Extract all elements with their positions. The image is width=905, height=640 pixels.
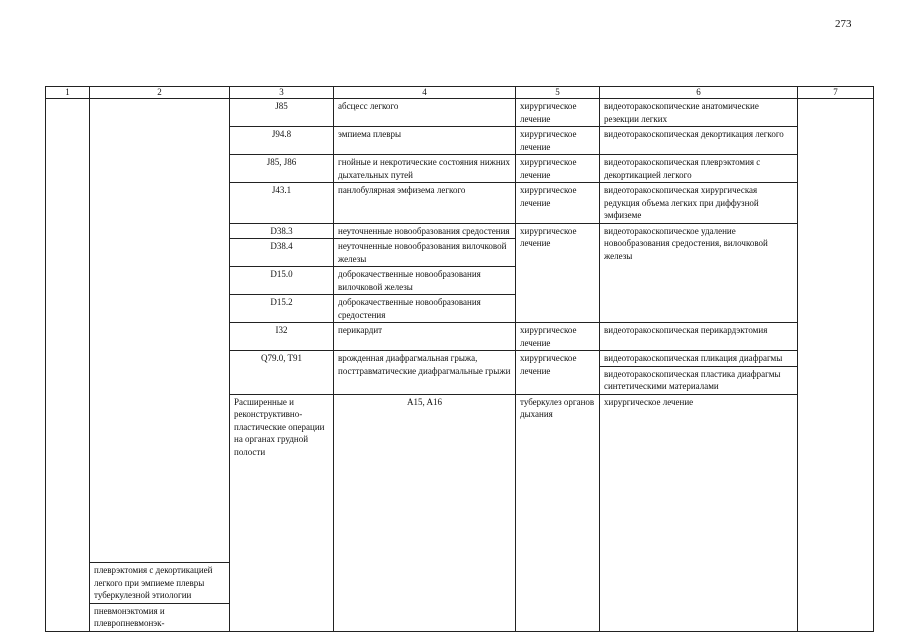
diagnosis: панлобулярная эмфизема легкого	[334, 183, 516, 224]
diagnosis: эмпиема плевры	[334, 127, 516, 155]
treatment-type: хирургическое лечение	[516, 127, 600, 155]
table-header-row	[46, 87, 874, 99]
method: видеоторакоскопическая декортикация легкого	[600, 127, 798, 155]
method: видеоторакоскопическое удаление новообразования средостения, вилочковой железы	[600, 223, 798, 323]
icd-code: J85, J86	[230, 155, 334, 183]
page-number: 273	[835, 18, 852, 30]
col1-cell	[46, 99, 90, 632]
col7-cell	[798, 99, 874, 632]
treatment-type: хирургическое лечение	[516, 155, 600, 183]
icd-code: Q79.0, T91	[230, 351, 334, 395]
treatment-type: хирургическое лечение	[516, 323, 600, 351]
table-row	[46, 99, 874, 127]
method: видеоторакоскопическая перикардэктомия	[600, 323, 798, 351]
icd-code: D38.4	[230, 239, 334, 267]
icd-code: D38.3	[230, 223, 334, 239]
icd-code: J85	[230, 99, 334, 127]
column-header: 5	[516, 87, 600, 99]
column-header: 4	[334, 87, 516, 99]
icd-code: I32	[230, 323, 334, 351]
column-header: 7	[798, 87, 874, 99]
diagnosis: гнойные и некротические состояния нижних дыхательных путей	[334, 155, 516, 183]
treatment-type: хирургическое лечение	[516, 223, 600, 323]
method: видеоторакоскопические анатомические резекции легких	[600, 99, 798, 127]
diagnosis: неуточненные новообразования средостения	[334, 223, 516, 239]
treatment-type: хирургическое лечение	[516, 99, 600, 127]
treatment-type: хирургическое лечение	[600, 394, 798, 631]
column-header: 2	[90, 87, 230, 99]
diagnosis: туберкулез органов дыхания	[516, 394, 600, 631]
diagnosis: абсцесс легкого	[334, 99, 516, 127]
diagnosis: неуточненные новообразования вилочковой железы	[334, 239, 516, 267]
icd-code: J94.8	[230, 127, 334, 155]
treatment-type: хирургическое лечение	[516, 183, 600, 224]
method: видеоторакоскопическая плеврэктомия с декортикацией легкого	[600, 155, 798, 183]
diagnosis: перикардит	[334, 323, 516, 351]
method: пневмонэктомия и плевропневмонэк-	[90, 603, 230, 631]
section-label-cell	[90, 99, 230, 563]
diagnosis: доброкачественные новообразования вилочковой железы	[334, 267, 516, 295]
diagnosis: врожденная диафрагмальная грыжа, посттравматические диафрагмальные грыжи	[334, 351, 516, 395]
icd-code: J43.1	[230, 183, 334, 224]
diagnosis: доброкачественные новообразования средостения	[334, 295, 516, 323]
procedures-table	[45, 86, 874, 632]
method: плеврэктомия с декортикацией легкого при эмпиеме плевры туберкулезной этиологии	[90, 563, 230, 604]
method: видеоторакоскопическая хирургическая редукция объема легких при диффузной эмфиземе	[600, 183, 798, 224]
icd-code: D15.2	[230, 295, 334, 323]
icd-code: A15, A16	[334, 394, 516, 631]
column-header: 6	[600, 87, 798, 99]
section-label: Расширенные и реконструктивно-пластические операции на органах грудной полости	[230, 394, 334, 631]
column-header: 1	[46, 87, 90, 99]
treatment-type: хирургическое лечение	[516, 351, 600, 395]
method: видеоторакоскопическая пликация диафрагмы	[600, 351, 798, 367]
column-header: 3	[230, 87, 334, 99]
method: видеоторакоскопическая пластика диафрагмы синтетическими материалами	[600, 366, 798, 394]
icd-code: D15.0	[230, 267, 334, 295]
